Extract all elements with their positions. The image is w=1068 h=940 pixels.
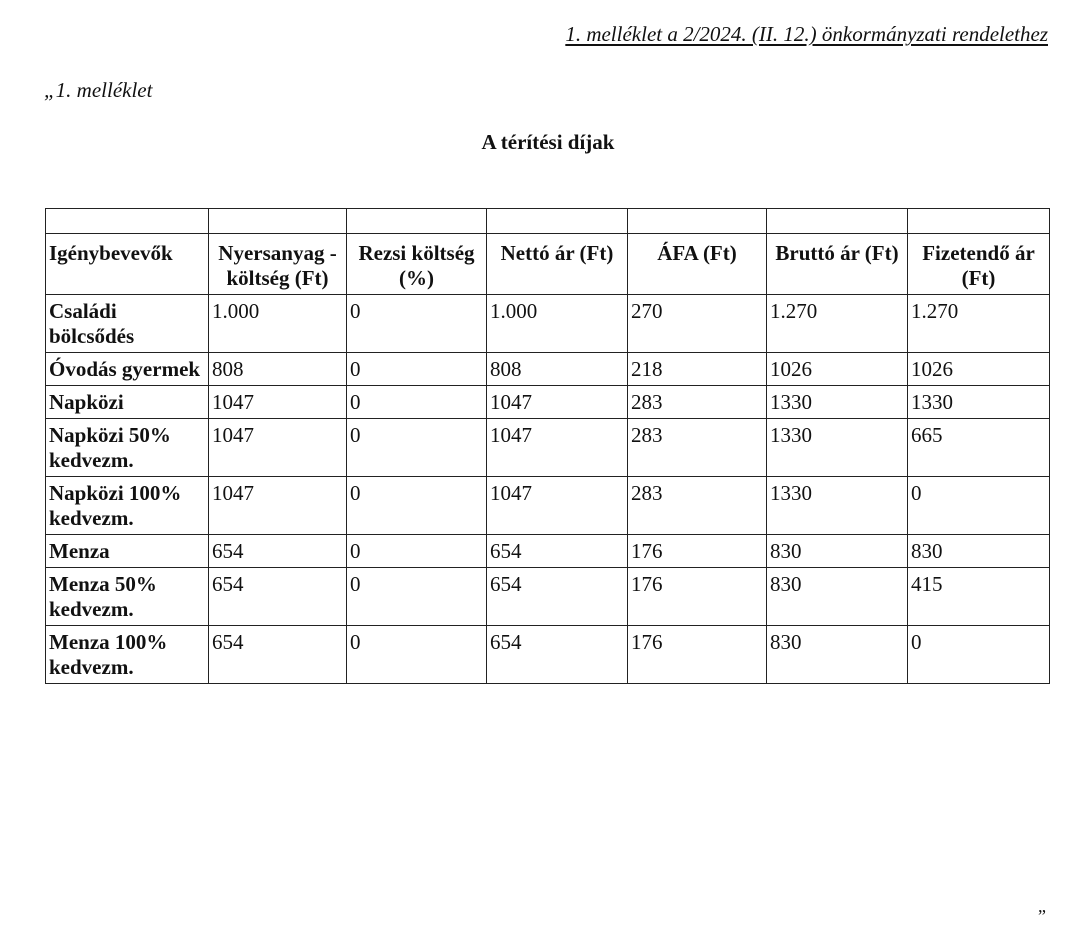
empty-cell [767,209,908,234]
column-header: Fizetendő ár (Ft) [908,234,1050,295]
payable-cell: 830 [908,535,1050,568]
gross-price-cell: 1.270 [767,295,908,353]
payable-cell: 1.270 [908,295,1050,353]
table-header-row [46,234,1050,295]
net-price-cell: 1047 [487,386,628,419]
gross-price-cell: 1330 [767,477,908,535]
net-price-cell: 1047 [487,477,628,535]
table-row [46,535,1050,568]
table-row [46,477,1050,535]
raw-cost-cell: 654 [209,626,347,684]
table-row [46,568,1050,626]
overhead-cell: 0 [347,419,487,477]
empty-cell [908,209,1050,234]
column-header: Igénybevevők [46,234,209,295]
table-row [46,295,1050,353]
payable-cell: 0 [908,626,1050,684]
overhead-cell: 0 [347,353,487,386]
overhead-cell: 0 [347,535,487,568]
column-header: Bruttó ár (Ft) [767,234,908,295]
raw-cost-cell: 1047 [209,477,347,535]
raw-cost-cell: 1047 [209,419,347,477]
row-label: Napközi [46,386,209,419]
payable-cell: 1330 [908,386,1050,419]
table-empty-row [46,209,1050,234]
vat-cell: 270 [628,295,767,353]
net-price-cell: 654 [487,568,628,626]
net-price-cell: 1047 [487,419,628,477]
vat-cell: 283 [628,386,767,419]
column-header: Rezsi költség (%) [347,234,487,295]
table-row [46,353,1050,386]
overhead-cell: 0 [347,626,487,684]
column-header: ÁFA (Ft) [628,234,767,295]
empty-cell [46,209,209,234]
net-price-cell: 1.000 [487,295,628,353]
overhead-cell: 0 [347,568,487,626]
overhead-cell: 0 [347,386,487,419]
table-row [46,626,1050,684]
row-label: Menza [46,535,209,568]
raw-cost-cell: 1047 [209,386,347,419]
closing-quote-mark: ” [1038,906,1046,926]
row-label: Menza 100% kedvezm. [46,626,209,684]
vat-cell: 283 [628,419,767,477]
net-price-cell: 654 [487,535,628,568]
gross-price-cell: 1330 [767,419,908,477]
payable-cell: 665 [908,419,1050,477]
overhead-cell: 0 [347,295,487,353]
vat-cell: 283 [628,477,767,535]
payable-cell: 1026 [908,353,1050,386]
page-title: A térítési díjak [481,130,615,154]
row-label: Óvodás gyermek [46,353,209,386]
raw-cost-cell: 808 [209,353,347,386]
annex-reference: 1. melléklet a 2/2024. (II. 12.) önkormányzati rendelethez [565,22,1048,46]
raw-cost-cell: 1.000 [209,295,347,353]
payable-cell: 0 [908,477,1050,535]
empty-cell [628,209,767,234]
gross-price-cell: 830 [767,568,908,626]
net-price-cell: 808 [487,353,628,386]
gross-price-cell: 830 [767,535,908,568]
raw-cost-cell: 654 [209,535,347,568]
raw-cost-cell: 654 [209,568,347,626]
vat-cell: 176 [628,626,767,684]
gross-price-cell: 830 [767,626,908,684]
table-row [46,386,1050,419]
row-label: Családi bölcsődés [46,295,209,353]
gross-price-cell: 1026 [767,353,908,386]
annex-label: „1. melléklet [44,78,153,102]
empty-cell [209,209,347,234]
empty-cell [347,209,487,234]
payable-cell: 415 [908,568,1050,626]
vat-cell: 218 [628,353,767,386]
row-label: Napközi 50% kedvezm. [46,419,209,477]
column-header: Nettó ár (Ft) [487,234,628,295]
column-header: Nyersanyag -költség (Ft) [209,234,347,295]
vat-cell: 176 [628,535,767,568]
overhead-cell: 0 [347,477,487,535]
row-label: Menza 50% kedvezm. [46,568,209,626]
row-label: Napközi 100% kedvezm. [46,477,209,535]
table-row [46,419,1050,477]
net-price-cell: 654 [487,626,628,684]
fee-table [45,208,1050,684]
empty-cell [487,209,628,234]
gross-price-cell: 1330 [767,386,908,419]
vat-cell: 176 [628,568,767,626]
